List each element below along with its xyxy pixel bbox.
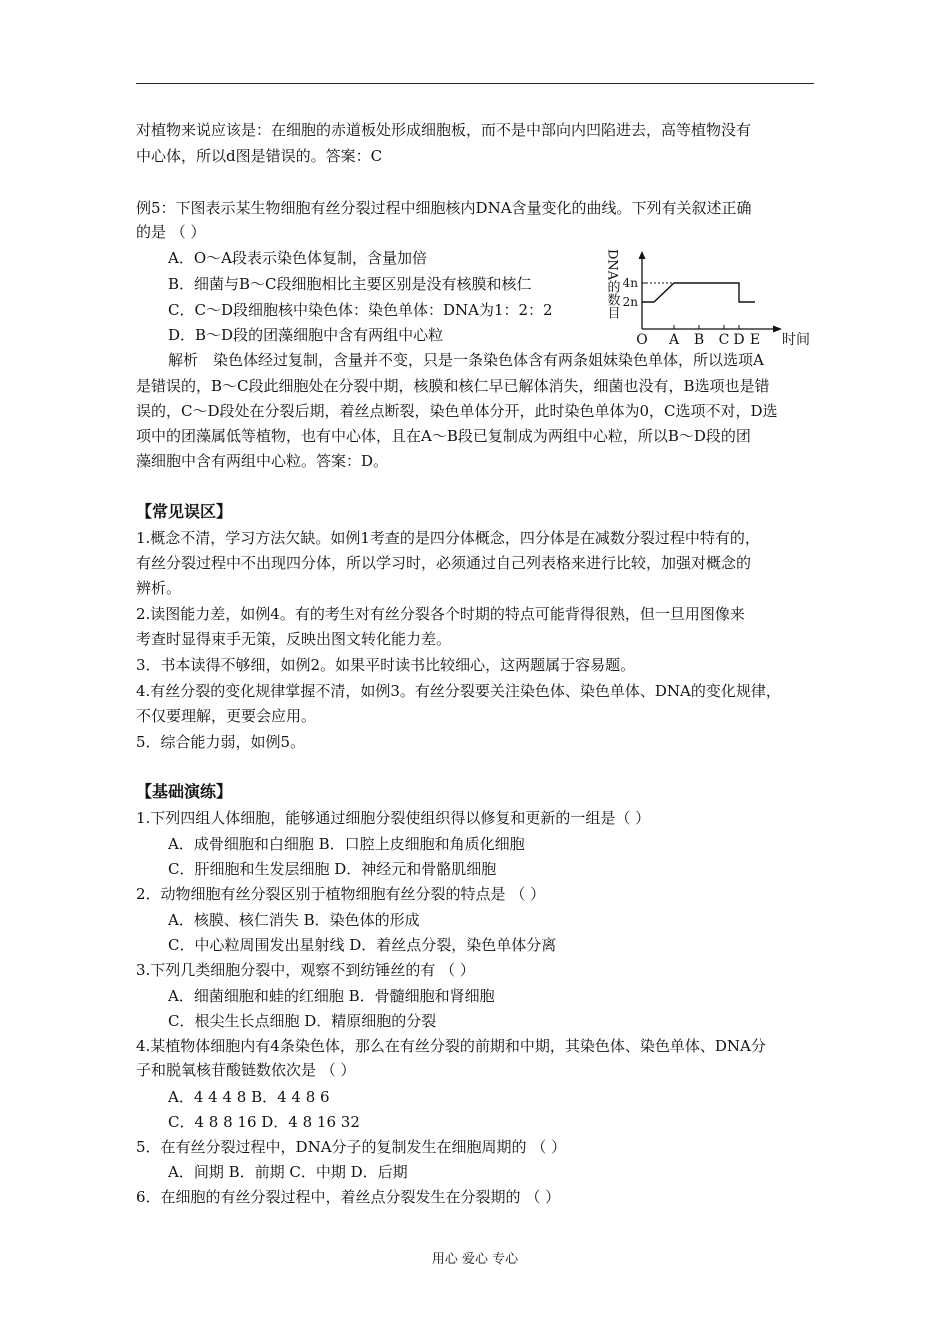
mistakes-line-2: 有丝分裂过程中不出现四分体，所以学习时，必须通过自己列表格来进行比较，加强对概念的 bbox=[136, 554, 752, 572]
y-tick-label: 4n bbox=[622, 276, 638, 290]
x-tick-label: E bbox=[749, 332, 761, 348]
chart-ylabel: DNA的数目 bbox=[604, 249, 620, 320]
mistakes-line-8: 不仅要理解，更要会应用。 bbox=[136, 707, 317, 725]
question-4-options-ab: A．4 4 4 8 B．4 4 8 6 bbox=[168, 1088, 330, 1106]
mistakes-line-1: 1.概念不清，学习方法欠缺。如例1考查的是四分体概念，四分体是在减数分裂过程中特有的， bbox=[136, 529, 760, 547]
question-1: 1.下列四组人体细胞，能够通过细胞分裂使组织得以修复和更新的一组是（ ） bbox=[136, 809, 651, 827]
y-tick-label: 2n bbox=[622, 295, 638, 309]
question-3-options-ab: A．细菌细胞和蛙的红细胞 B．骨髓细胞和肾细胞 bbox=[168, 987, 495, 1005]
example5-analysis-line-4: 项中的团藻属低等植物，也有中心体，且在A～B段已复制成为两组中心粒，所以B～D段的团 bbox=[136, 427, 751, 445]
mistakes-line-3: 辨析。 bbox=[136, 579, 182, 597]
example5-option-a: A．O～A段表示染色体复制，含量加倍 bbox=[168, 249, 427, 267]
mistakes-heading: 【常见误区】 bbox=[136, 502, 233, 521]
question-5: 5．在有丝分裂过程中，DNA分子的复制发生在细胞周期的 （ ） bbox=[136, 1138, 567, 1156]
question-4-line-1: 4.某植物体细胞内有4条染色体，那么在有丝分裂的前期和中期，其染色体、染色单体、DNA分 bbox=[136, 1037, 766, 1055]
question-6: 6．在细胞的有丝分裂过程中，着丝点分裂发生在分裂期的 （ ） bbox=[136, 1188, 561, 1206]
x-tick-label: B bbox=[693, 332, 705, 348]
example5-analysis-line-5: 藻细胞中含有两组中心粒。答案：D。 bbox=[136, 452, 389, 470]
example5-analysis-line-2: 是错误的，B～C段此细胞处在分裂中期，核膜和核仁早已解体消失，细菌也没有，B选项也是错 bbox=[136, 377, 770, 395]
chart-axes bbox=[639, 251, 783, 333]
question-1-options-cd: C．肝细胞和生发层细胞 D．神经元和骨骼肌细胞 bbox=[168, 860, 497, 878]
question-3: 3.下列几类细胞分裂中，观察不到纺锤丝的有 （ ） bbox=[136, 961, 475, 979]
example5-option-c: C．C～D段细胞核中染色体：染色单体：DNA为1：2：2 bbox=[168, 301, 553, 319]
question-4-options-cd: C．4 8 8 16 D．4 8 16 32 bbox=[168, 1113, 360, 1131]
header-rule bbox=[136, 83, 814, 84]
mistakes-line-7: 4.有丝分裂的变化规律掌握不清，如例3。有丝分裂要关注染色体、染色单体、DNA的变化规律， bbox=[136, 682, 781, 700]
x-tick-label: C bbox=[718, 332, 730, 348]
page-footer: 用心 爱心 专心 bbox=[431, 1252, 519, 1267]
x-tick-label: D bbox=[733, 332, 745, 348]
mistakes-line-5: 考查时显得束手无策，反映出图文转化能力差。 bbox=[136, 630, 452, 648]
question-1-options-ab: A．成骨细胞和白细胞 B．口腔上皮细胞和角质化细胞 bbox=[168, 835, 525, 853]
chart-xlabel: 时间 bbox=[782, 332, 810, 348]
question-2: 2．动物细胞有丝分裂区别于植物细胞有丝分裂的特点是 （ ） bbox=[136, 885, 546, 903]
example5-option-b: B．细菌与B～C段细胞相比主要区别是没有核膜和核仁 bbox=[168, 275, 532, 293]
dna-content-chart bbox=[602, 243, 814, 351]
example5-analysis-line-3: 误的，C～D段处在分裂后期，着丝点断裂，染色单体分开，此时染色单体为0，C选项不对，D选 bbox=[136, 402, 778, 420]
question-3-options-cd: C．根尖生长点细胞 D．精原细胞的分裂 bbox=[168, 1012, 437, 1030]
example5-stem-line-1: 例5：下图表示某生物细胞有丝分裂过程中细胞核内DNA含量变化的曲线。下列有关叙述正确 bbox=[136, 199, 752, 217]
dna-series-line bbox=[642, 283, 755, 302]
practice-heading: 【基础演练】 bbox=[136, 782, 233, 801]
example5-analysis-line-1: 解析 染色体经过复制，含量并不变，只是一条染色体含有两条姐妹染色单体，所以选项A bbox=[168, 351, 764, 369]
x-tick-label: A bbox=[668, 332, 680, 348]
question-2-options-ab: A．核膜、核仁消失 B．染色体的形成 bbox=[168, 911, 420, 929]
example5-option-d: D．B～D段的团藻细胞中含有两组中心粒 bbox=[168, 326, 444, 344]
x-tick-label: O bbox=[636, 332, 648, 348]
mistakes-line-6: 3．书本读得不够细，如例2。如果平时读书比较细心，这两题属于容易题。 bbox=[136, 656, 636, 674]
mistakes-line-9: 5．综合能力弱，如例5。 bbox=[136, 733, 306, 751]
example5-stem-line-2: 的是 （ ） bbox=[136, 223, 206, 241]
intro-line-1: 对植物来说应该是：在细胞的赤道板处形成细胞板，而不是中部向内凹陷进去，高等植物没有 bbox=[136, 121, 752, 139]
mistakes-line-4: 2.读图能力差，如例4。有的考生对有丝分裂各个时期的特点可能背得很熟，但一旦用图像来 bbox=[136, 605, 745, 623]
question-2-options-cd: C．中心粒周围发出星射线 D．着丝点分裂，染色单体分离 bbox=[168, 936, 557, 954]
question-4-line-2: 子和脱氧核苷酸链数依次是 （ ） bbox=[136, 1061, 356, 1079]
question-5-options: A．间期 B．前期 C．中期 D．后期 bbox=[168, 1163, 408, 1181]
intro-line-2: 中心体，所以d图是错误的。答案：C bbox=[136, 147, 383, 165]
